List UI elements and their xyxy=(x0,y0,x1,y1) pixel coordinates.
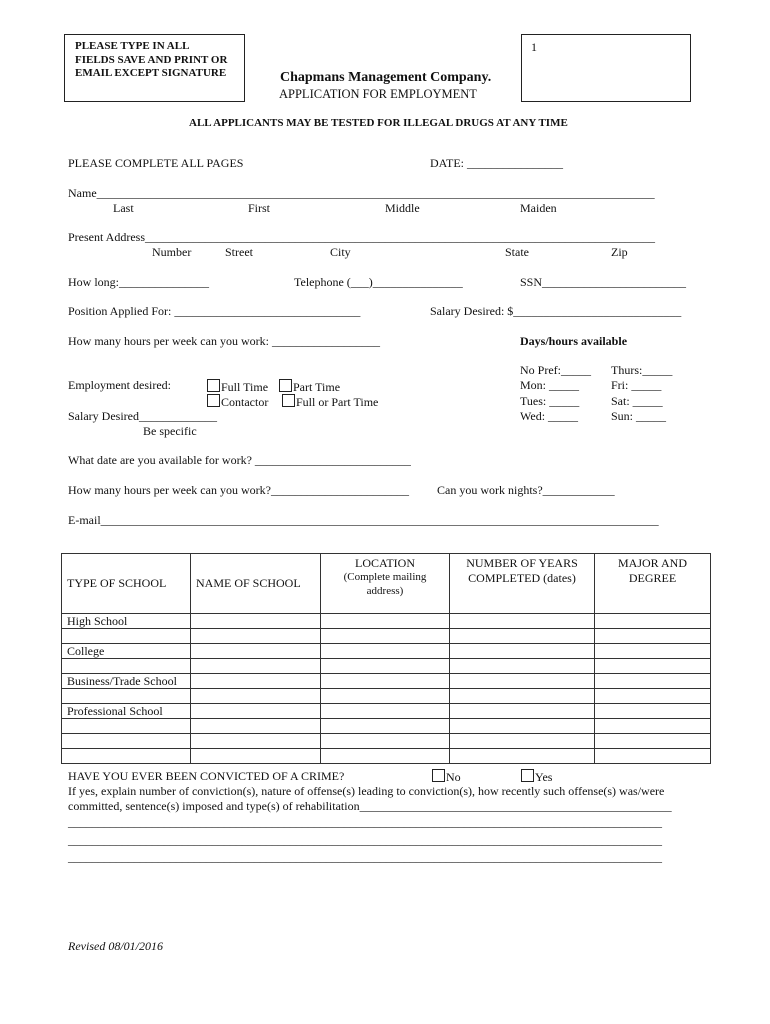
page-number-box xyxy=(521,34,691,102)
table-cell[interactable] xyxy=(595,674,711,689)
table-cell[interactable] xyxy=(191,749,321,764)
table-cell[interactable] xyxy=(595,629,711,644)
table-cell[interactable] xyxy=(191,689,321,704)
name-field[interactable]: Name_____________________________________________________________________________________________ xyxy=(68,186,655,200)
sat-field[interactable]: Sat: _____ xyxy=(611,394,663,408)
table-cell[interactable] xyxy=(321,734,450,749)
part-time-label: Part Time xyxy=(293,380,341,394)
crime-no-checkbox[interactable] xyxy=(432,769,445,782)
contactor-checkbox[interactable] xyxy=(207,394,220,407)
table-cell[interactable] xyxy=(191,674,321,689)
table-cell[interactable] xyxy=(321,719,450,734)
address-field[interactable]: Present Address_____________________________________________________________________________________ xyxy=(68,230,655,244)
table-cell[interactable] xyxy=(450,674,595,689)
crime-blank-line[interactable]: ___________________________________________________________________________________________________ xyxy=(68,833,662,847)
school-type-cell xyxy=(62,734,191,749)
thurs-field[interactable]: Thurs:_____ xyxy=(611,363,673,377)
table-cell[interactable] xyxy=(191,659,321,674)
table-cell[interactable] xyxy=(321,614,450,629)
full-or-part-checkbox[interactable] xyxy=(282,394,295,407)
table-row xyxy=(62,659,711,674)
school-type-cell xyxy=(62,659,191,674)
ssn-field[interactable]: SSN________________________ xyxy=(520,275,687,289)
name-first-label: First xyxy=(248,201,271,215)
be-specific-note: Be specific xyxy=(143,424,197,438)
table-cell[interactable] xyxy=(450,629,595,644)
table-cell[interactable] xyxy=(450,644,595,659)
nights-field[interactable]: Can you work nights?____________ xyxy=(437,483,615,497)
education-table xyxy=(61,553,711,764)
table-row xyxy=(62,689,711,704)
part-time-checkbox[interactable] xyxy=(279,379,292,392)
name-of-school-header: NAME OF SCHOOL xyxy=(191,554,321,614)
contactor-option[interactable] xyxy=(207,394,268,410)
sun-field[interactable]: Sun: _____ xyxy=(611,409,667,423)
crime-yes-checkbox[interactable] xyxy=(521,769,534,782)
form-title: APPLICATION FOR EMPLOYMENT xyxy=(279,87,477,101)
crime-question: HAVE YOU EVER BEEN CONVICTED OF A CRIME? xyxy=(68,769,345,783)
crime-blank-line[interactable]: ___________________________________________________________________________________________________ xyxy=(68,815,662,829)
name-last-label: Last xyxy=(113,201,134,215)
table-cell[interactable] xyxy=(450,614,595,629)
table-row xyxy=(62,719,711,734)
major-degree-header: MAJOR AND DEGREE xyxy=(595,554,711,614)
table-cell[interactable] xyxy=(191,629,321,644)
date-field[interactable]: DATE: ________________ xyxy=(430,156,563,170)
school-type-cell: High School xyxy=(62,614,191,629)
drug-notice: ALL APPLICANTS MAY BE TESTED FOR ILLEGAL DRUGS AT ANY TIME xyxy=(189,117,568,129)
notice-line-3: EMAIL EXCEPT SIGNATURE xyxy=(75,67,227,79)
crime-blank-line[interactable]: ___________________________________________________________________________________________________ xyxy=(68,850,662,864)
available-date-field[interactable]: What date are you available for work? __________________________ xyxy=(68,453,411,467)
crime-yes-option[interactable] xyxy=(521,769,552,785)
table-cell[interactable] xyxy=(191,734,321,749)
days-hours-title: Days/hours available xyxy=(520,334,628,348)
table-cell[interactable] xyxy=(191,614,321,629)
table-cell[interactable] xyxy=(595,719,711,734)
employment-desired-label: Employment desired: xyxy=(68,378,171,392)
type-of-school-header: TYPE OF SCHOOL xyxy=(62,554,191,614)
address-city-label: City xyxy=(330,245,351,259)
crime-no-option[interactable] xyxy=(432,769,461,785)
table-cell[interactable] xyxy=(595,749,711,764)
school-type-cell xyxy=(62,749,191,764)
notice-line-1: PLEASE TYPE IN ALL xyxy=(75,40,190,52)
name-middle-label: Middle xyxy=(385,201,420,215)
contactor-label: Contactor xyxy=(221,395,269,409)
table-cell[interactable] xyxy=(450,734,595,749)
address-state-label: State xyxy=(505,245,529,259)
school-type-cell xyxy=(62,689,191,704)
table-row xyxy=(62,674,711,689)
revised-date: Revised 08/01/2016 xyxy=(68,939,163,953)
school-type-cell xyxy=(62,629,191,644)
location-header xyxy=(321,554,450,614)
crime-explain-line-2[interactable]: committed, sentence(s) imposed and type(s) of rehabilitation____________________________________________________ xyxy=(68,799,672,813)
table-cell[interactable] xyxy=(191,704,321,719)
table-cell[interactable] xyxy=(450,719,595,734)
table-row xyxy=(62,734,711,749)
table-row xyxy=(62,704,711,719)
hours-per-week-field[interactable]: How many hours per week can you work: __________________ xyxy=(68,334,380,348)
email-field[interactable]: E-mail_____________________________________________________________________________________________ xyxy=(68,513,659,527)
hours-per-week-field-2[interactable]: How many hours per week can you work?_______________________ xyxy=(68,483,409,497)
table-cell[interactable] xyxy=(595,689,711,704)
table-cell[interactable] xyxy=(321,674,450,689)
table-cell[interactable] xyxy=(321,644,450,659)
address-zip-label: Zip xyxy=(611,245,628,259)
part-time-option[interactable] xyxy=(279,379,340,395)
table-cell[interactable] xyxy=(595,734,711,749)
years-completed-header: NUMBER OF YEARS COMPLETED (dates) xyxy=(450,554,595,614)
notice-line-2: FIELDS SAVE AND PRINT OR xyxy=(75,54,228,66)
table-cell[interactable] xyxy=(191,644,321,659)
table-cell[interactable] xyxy=(595,614,711,629)
school-type-cell: College xyxy=(62,644,191,659)
location-header-title: LOCATION xyxy=(355,556,415,570)
school-type-cell: Professional School xyxy=(62,704,191,719)
table-row xyxy=(62,629,711,644)
table-cell[interactable] xyxy=(321,704,450,719)
address-street-label: Street xyxy=(225,245,253,259)
table-cell[interactable] xyxy=(450,749,595,764)
location-header-sub: (Complete mailing address) xyxy=(343,571,427,597)
table-cell[interactable] xyxy=(321,689,450,704)
company-name: Chapmans Management Company. xyxy=(280,70,492,85)
no-pref-field[interactable]: No Pref:_____ xyxy=(520,363,591,377)
table-cell[interactable] xyxy=(321,659,450,674)
table-cell[interactable] xyxy=(595,644,711,659)
wed-field[interactable]: Wed: _____ xyxy=(520,409,579,423)
table-cell[interactable] xyxy=(450,689,595,704)
table-cell[interactable] xyxy=(595,704,711,719)
how-long-field[interactable]: How long:_______________ xyxy=(68,275,209,289)
full-or-part-label: Full or Part Time xyxy=(296,395,379,409)
salary-desired-bottom-field[interactable]: Salary Desired_____________ xyxy=(68,409,217,423)
salary-desired-field[interactable]: Salary Desired: $____________________________ xyxy=(430,304,682,318)
fri-field[interactable]: Fri: _____ xyxy=(611,378,662,392)
full-or-part-option[interactable] xyxy=(282,394,378,410)
telephone-field[interactable]: Telephone (___)_______________ xyxy=(294,275,463,289)
crime-yes-label: Yes xyxy=(535,770,553,784)
tues-field[interactable]: Tues: _____ xyxy=(520,394,580,408)
table-cell[interactable] xyxy=(450,704,595,719)
school-type-cell: Business/Trade School xyxy=(62,674,191,689)
table-row xyxy=(62,749,711,764)
school-type-cell xyxy=(62,719,191,734)
mon-field[interactable]: Mon: _____ xyxy=(520,378,580,392)
table-row xyxy=(62,614,711,629)
name-maiden-label: Maiden xyxy=(520,201,557,215)
page-number: 1 xyxy=(531,40,537,54)
address-number-label: Number xyxy=(152,245,192,259)
table-cell[interactable] xyxy=(321,629,450,644)
position-field[interactable]: Position Applied For: _______________________________ xyxy=(68,304,361,318)
full-time-checkbox[interactable] xyxy=(207,379,220,392)
table-cell[interactable] xyxy=(450,659,595,674)
table-cell[interactable] xyxy=(595,659,711,674)
table-cell[interactable] xyxy=(321,749,450,764)
education-header-row xyxy=(62,554,711,614)
table-row xyxy=(62,644,711,659)
full-time-label: Full Time xyxy=(221,380,269,394)
crime-explain-line-1: If yes, explain number of conviction(s), nature of offense(s) leading to conviction(s), how recently such offense(s) was/were xyxy=(68,784,665,798)
crime-no-label: No xyxy=(446,770,461,784)
table-cell[interactable] xyxy=(191,719,321,734)
complete-all-pages: PLEASE COMPLETE ALL PAGES xyxy=(68,156,244,170)
full-time-option[interactable] xyxy=(207,379,268,395)
